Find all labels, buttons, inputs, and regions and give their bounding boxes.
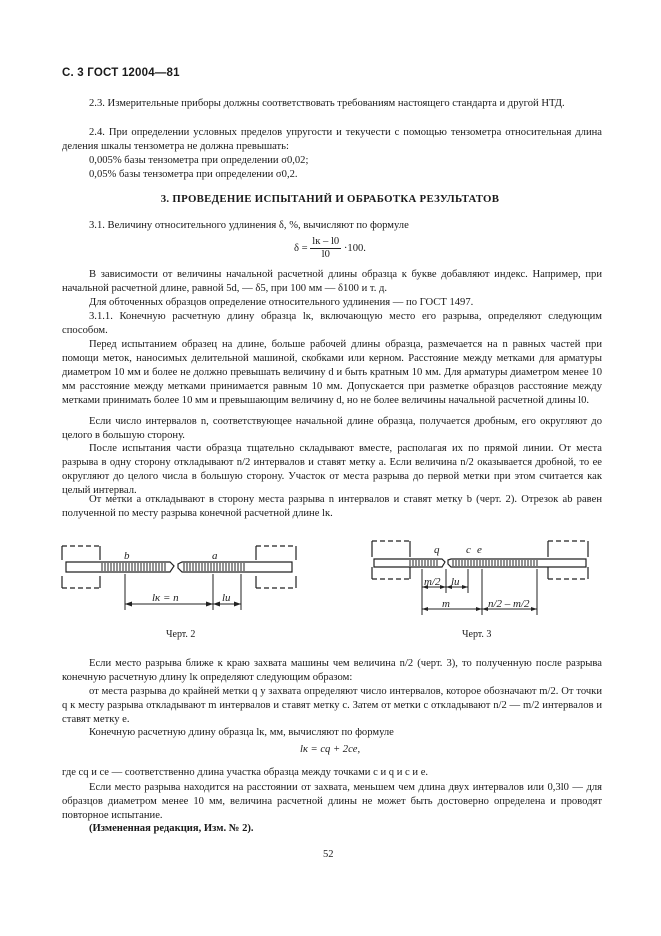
label-m-half: m/2 [424,576,441,588]
label-b: b [124,550,130,562]
figure-2-diagram [60,538,310,618]
paragraph-intervals: Если число интервалов n, соответствующее начальной длине образца, получается дробным, его округляют до целого в большую сторону. [62,416,602,441]
paragraph-final-length: Конечную расчетную длину образца lк, мм, вычисляют по формуле [89,727,394,738]
label-c: c [466,544,471,556]
paragraph-3-1-1: 3.1.1. Конечную расчетную длину образца lк, включающую место его разрыва, определяют следующим способом. [62,311,602,336]
paragraph-from-break: от места разрыва до крайней метки q у захвата определяют число интервалов, которое обозначают m/2. От точки q к месту разрыва откладывают m интервалов и ставят метку c. Затем от метки c откладывают n/2 — m/2 интервалов и ставят метку e. [62,686,602,725]
paragraph-3-1: 3.1. Величину относительного удлинения δ, %, вычисляют по формуле [89,220,409,231]
page-header: С. 3 ГОСТ 12004—81 [62,67,180,79]
label-a: a [212,550,218,562]
limit-line-2: 0,05% базы тензометра при определении σ0,2. [89,169,298,180]
edition-note: (Измененная редакция, Изм. № 2). [89,823,254,834]
paragraph-mark-a: От метки a откладывают в сторону места разрыва n интервалов и ставят метку b (черт. 2). Отрезок ab равен полученной по месту разрыва конечной расчетной длине lк. [62,494,602,519]
final-length-formula: lк = cq + 2ce, [300,744,361,755]
paragraph-2-3: 2.3. Измерительные приборы должны соответствовать требованиям настоящего стандарта и другой НТД. [89,98,565,109]
figure-3-diagram [370,535,595,620]
formula-left: δ = [294,242,308,254]
paragraph-after-test: После испытания части образца тщательно складывают вместе, располагая их по прямой линии. От места разрыва в одну сторону откладывают n/2 интервалов и ставят метку a. Если величина n/2 оказывается дробной, то ее округляют до целого числа в большую сторону. Участок от места разрыва до первой метки при этом считается как целый интервал. [62,443,602,496]
paragraph-marking: Перед испытанием образец на длине, больше рабочей длины образца, размечается на n равных частей при помощи меток, наносимых делительной машиной, скобками или керном. Расстояние между метками для арматуры диаметром 10 мм и более не должно превышать величину d и быть кратным 10 мм. Для арматуры диаметром менее 10 мм расстояние между метками принимается равным 10 мм. Допускается при разметке образцов расстояние между метками принимать более 10 мм и превышающим величину d, но не более величины начальной расчетной длины l0. [62,339,602,406]
paragraph-where: где cq и ce — соответственно длина участка образца между точками c и q и c и e. [62,767,429,778]
limit-line-1: 0,005% базы тензометра при определении σ0,02; [89,155,309,166]
label-lu: lu [222,592,231,604]
paragraph-near-grip: Если место разрыва ближе к краю захвата машины чем величина n/2 (черт. 3), то полученную после разрыва конечную расчетную длину lк определяют следующим образом: [62,658,602,683]
paragraph-index: В зависимости от величины начальной расчетной длины образца к букве добавляют индекс. Например, при начальной расчетной длине, равной 5d, — δ5, при 100 мм — δ100 и т. д. [62,269,602,294]
label-lk-n: lк = n [152,592,179,604]
label-n-m: n/2 – m/2 [488,598,530,610]
label-m: m [442,598,450,610]
label-q: q [434,544,440,556]
formula-denominator: l0 [321,249,330,260]
page-number: 52 [323,849,334,860]
section-title: 3. ПРОВЕДЕНИЕ ИСПЫТАНИЙ И ОБРАБОТКА РЕЗУЛЬТАТОВ [160,193,500,205]
paragraph-turned: Для обточенных образцов определение относительного удлинения — по ГОСТ 1497. [89,297,474,308]
label-e: e [477,544,482,556]
formula-fraction [310,236,341,261]
figure-3-caption: Черт. 3 [462,629,492,640]
label-lu-3: lu [451,576,460,588]
elongation-formula [294,236,366,261]
paragraph-2-4: 2.4. При определении условных пределов упругости и текучести с помощью тензометра относительная длина деления шкалы тензометра не должна превышать: [62,127,602,152]
formula-numerator: lк – l0 [312,236,340,247]
formula-right: ·100. [343,242,366,254]
figure-2-caption: Черт. 2 [166,629,196,640]
paragraph-distance: Если место разрыва находится на расстоянии от захвата, меньшем чем длина двух интервалов или 0,3l0 — для образцов диаметром менее 10 мм, величина расчетной длины не может быть достоверно определена и проводят повторное испытание. [62,782,602,821]
